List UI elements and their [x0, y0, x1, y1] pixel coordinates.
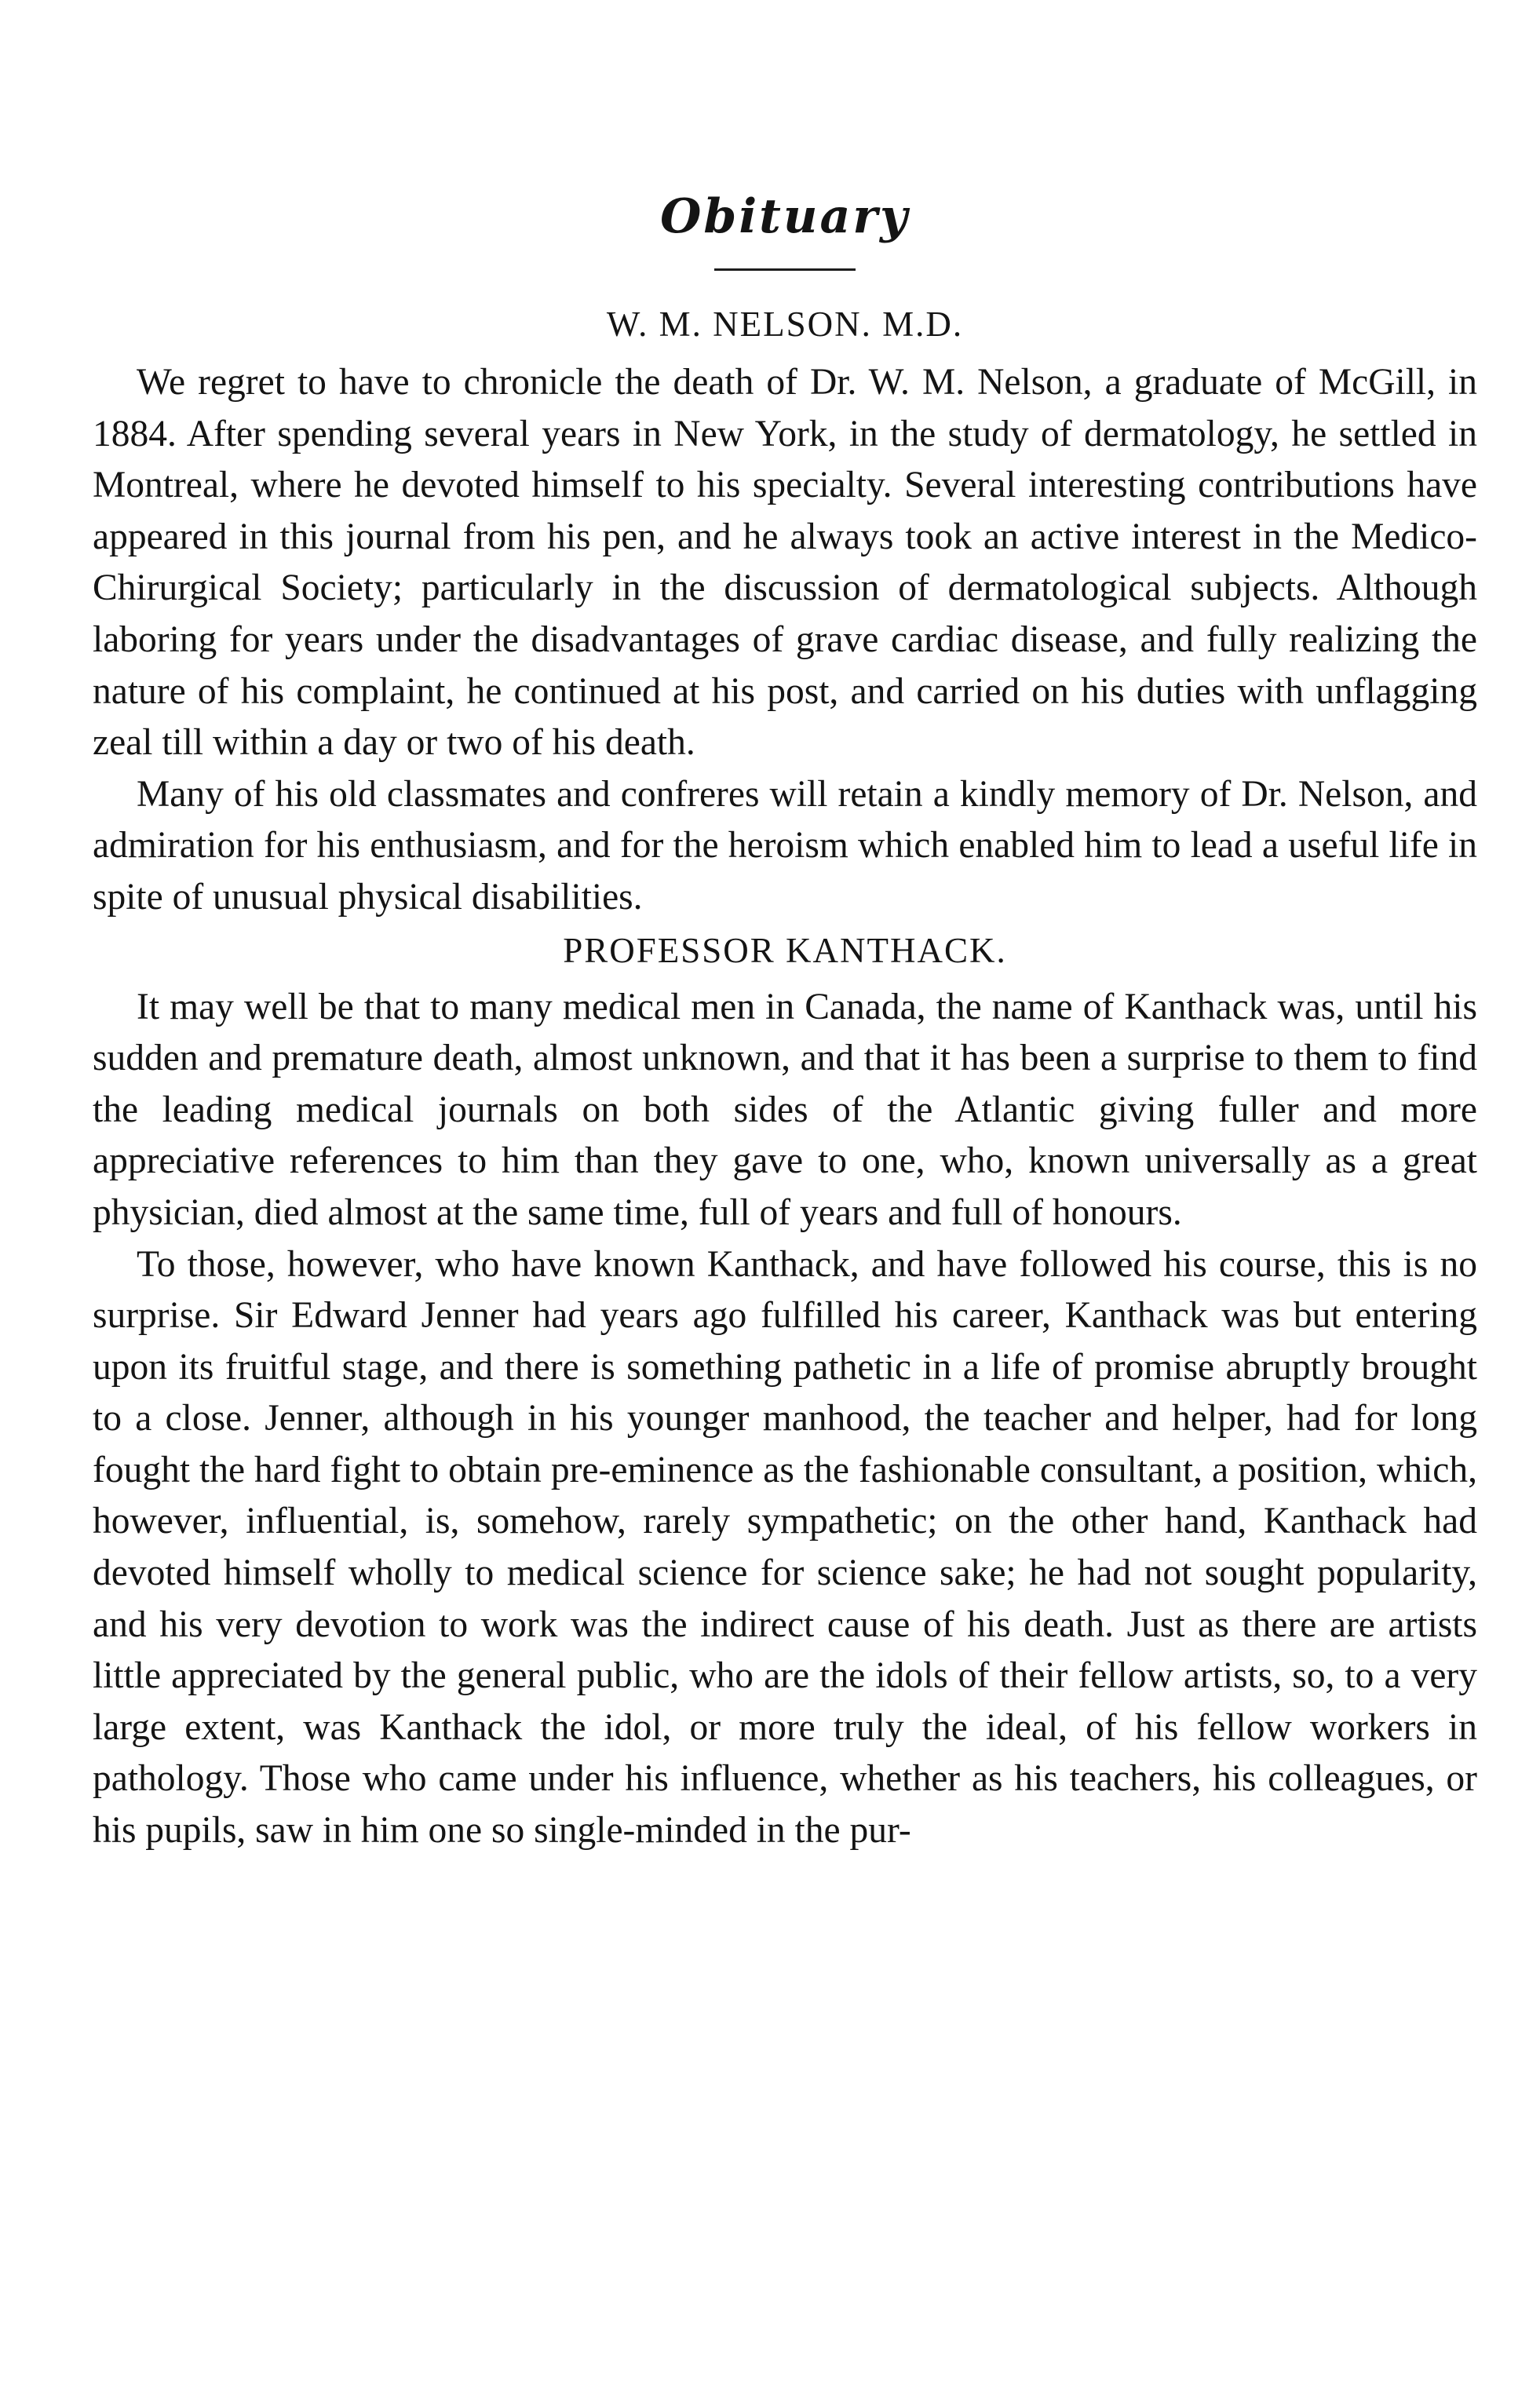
section-title-kanthack: PROFESSOR KANTHACK. [563, 930, 1007, 970]
page [93, 185, 1477, 1857]
paragraph: It may well be that to many medical men in Canada, the name of Kanthack was, until his sudden and premature death, almost unknown, and that it has been a surprise to them to find the leading medical journals on both sides of the Atlantic giving fuller and more appreciative references to him than they gave to one, who, known universally as a great physician, died almost at the same time, full of years and full of honours. [93, 986, 1477, 1233]
section-title-nelson: W. M. NELSON. M.D. [606, 305, 964, 344]
paragraph: Many of his old classmates and confreres will retain a kindly memory of Dr. Nelson, and admiration for his enthusiasm, and for the heroism which enabled him to lead a useful life in spite of unusual physical disabilities. [93, 773, 1477, 918]
heading-rule [714, 268, 856, 271]
paragraph: We regret to have to chronicle the death of Dr. W. M. Nelson, a graduate of McGill, in 1884. After spending several years in New York, in the study of dermatology, he settled in Montreal, where he devoted himself to his specialty. Several interesting contributions have appeared in this journal from his pen, and he always took an active interest in the Medico-Chirurgical Society; particularly in the discussion of dermatological subjects. Although laboring for years under the disadvantages of grave cardiac disease, and fully realizing the nature of his complaint, he continued at his post, and carried on his duties with unflagging zeal till within a day or two of his death. [93, 362, 1477, 764]
paragraph: To those, however, who have known Kanthack, and have followed his course, this is no surprise. Sir Edward Jenner had years ago fulfilled his career, Kanthack was but entering upon its fruitful stage, and there is something pathetic in a life of promise abruptly brought to a close. Jenner, although in his younger manhood, the teacher and helper, had for long fought the hard fight to obtain pre-eminence as the fashionable consultant, a position, which, however, influential, is, somehow, rarely sympathetic; on the other hand, Kanthack had devoted himself wholly to medical science for science sake; he had not sought popularity, and his very devotion to work was the indirect cause of his death. Just as there are artists little appreciated by the general public, who are the idols of their fellow artists, so, to a very large extent, was Kanthack the idol, or more truly the ideal, of his fellow workers in pathology. Those who came under his influence, whether as his teachers, his colleagues, or his pupils, saw in him one so single-minded in the pur- [93, 1243, 1477, 1852]
obituary-nelson [93, 302, 1477, 924]
page-heading: Obituary [660, 189, 910, 244]
obituary-kanthack [93, 929, 1477, 1857]
